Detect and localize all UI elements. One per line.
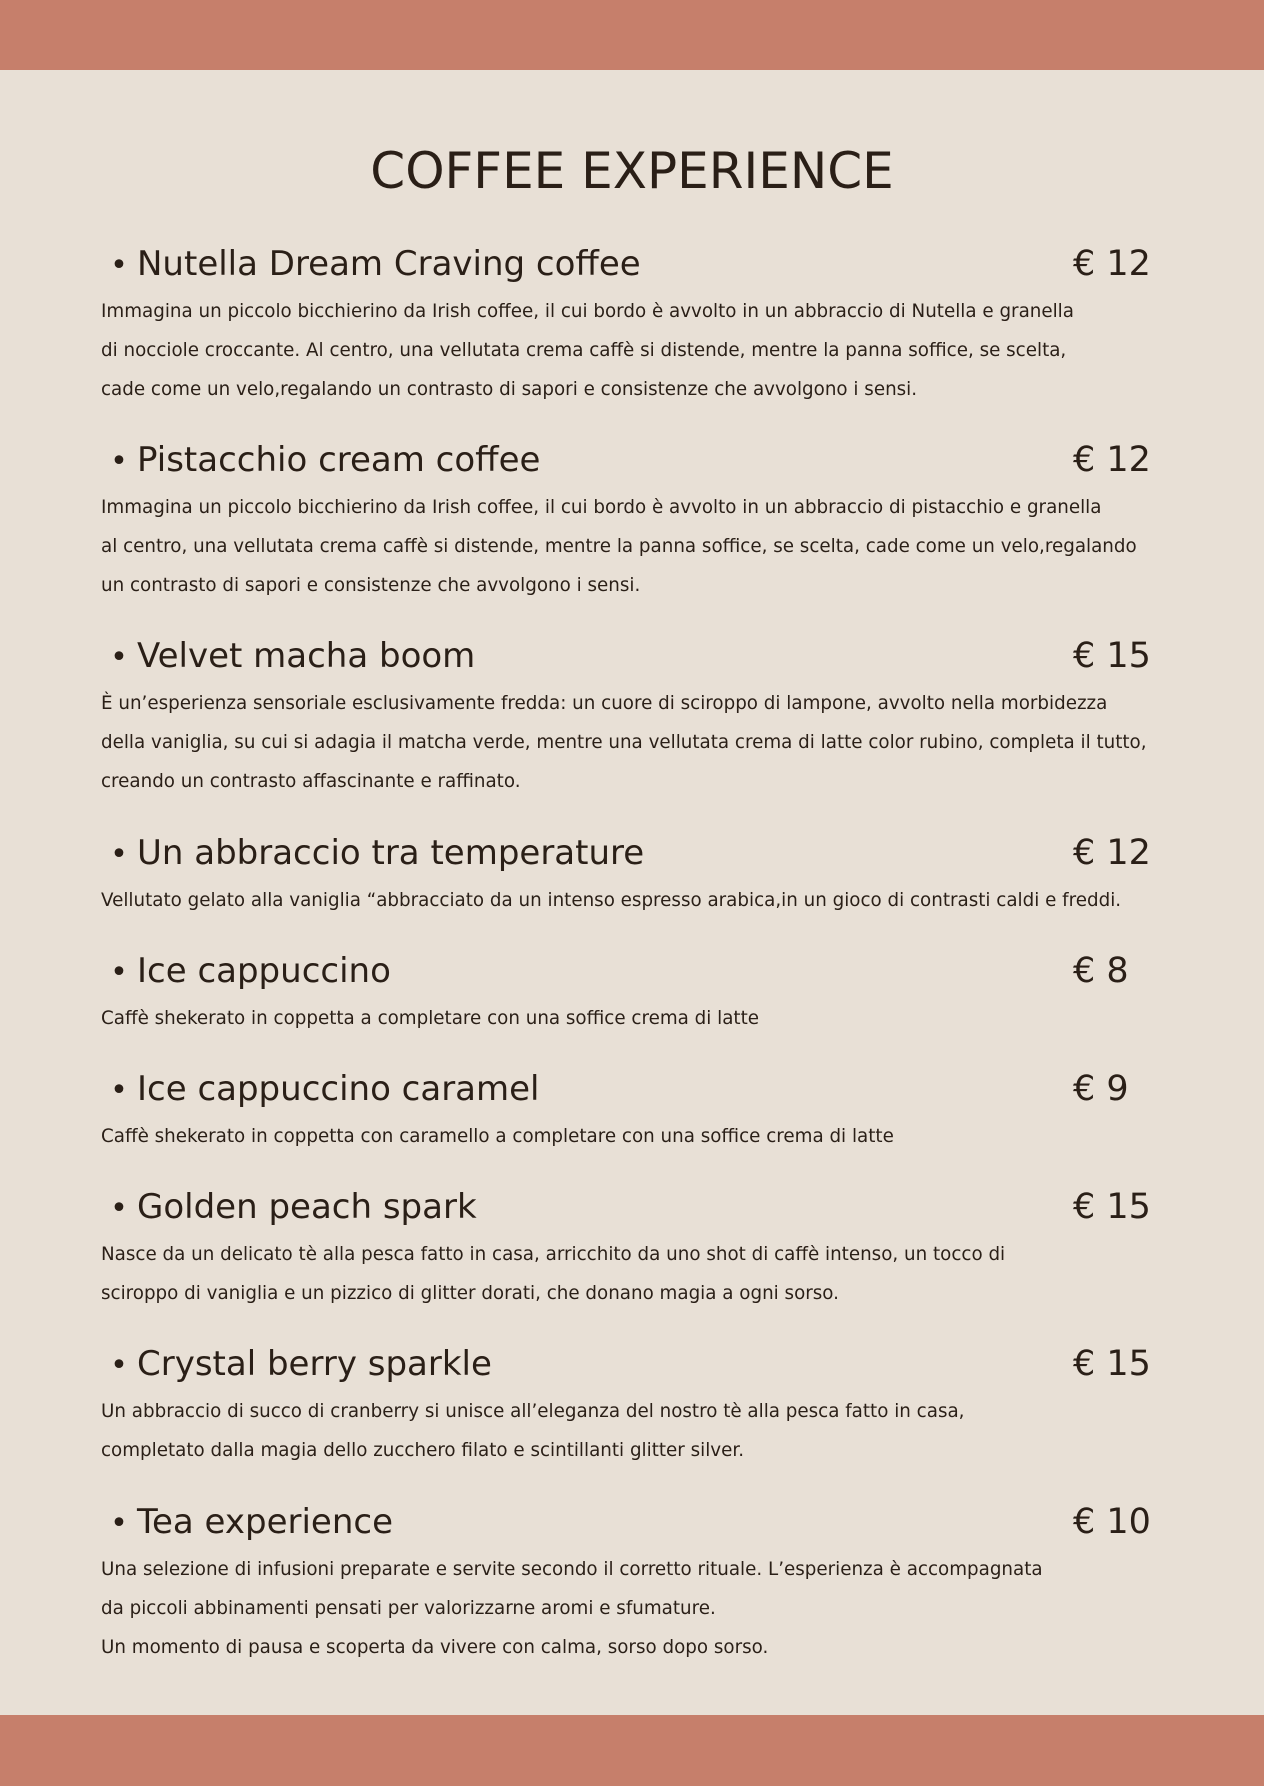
menu-item-description: [101, 1392, 1141, 1470]
menu-item-price: € 15: [1073, 1344, 1151, 1384]
menu-item-name-text: Nutella Dream Craving coffee: [137, 244, 641, 284]
menu-item-header: [101, 827, 1151, 879]
menu-item-name: [101, 238, 641, 292]
bullet-icon: •: [110, 837, 128, 872]
bullet-icon: •: [110, 955, 128, 990]
menu-item-header: [101, 434, 1151, 486]
menu-item: [101, 1496, 1151, 1667]
description-line: Caffè shekerato in coppetta con caramello a completare con una soffice crema di latte: [101, 1126, 894, 1147]
menu-item-description: [101, 1235, 1141, 1313]
menu-item-name-text: Crystal berry sparkle: [137, 1344, 492, 1384]
menu-item-name: [101, 1181, 477, 1235]
description-line: sciroppo di vaniglia e un pizzico di glitter dorati, che donano magia a ogni sorso.: [101, 1283, 839, 1304]
menu-item-header: [101, 238, 1151, 290]
menu-item: [101, 238, 1151, 409]
description-line: creando un contrasto affascinante e raffinato.: [101, 771, 521, 792]
menu-item: [101, 1063, 1141, 1156]
menu-item-name: [101, 1338, 492, 1392]
menu-item: [101, 945, 1141, 1038]
description-line: un contrasto di sapori e consistenze che avvolgono i sensi.: [101, 575, 641, 596]
bottom-band: [0, 1715, 1264, 1786]
description-line: Immagina un piccolo bicchierino da Irish coffee, il cui bordo è avvolto in un abbraccio di pistacchio e granella: [101, 497, 1102, 518]
menu-item-name-text: Pistacchio cream coffee: [137, 440, 541, 480]
bullet-icon: •: [110, 1191, 128, 1226]
menu-item: [101, 630, 1151, 801]
top-band: [0, 0, 1264, 70]
menu-item-price: € 12: [1073, 244, 1151, 284]
menu-item-name-text: Un abbraccio tra temperature: [137, 833, 645, 873]
menu-item-name: [101, 434, 540, 488]
menu-item-description: [101, 1550, 1141, 1667]
menu-item-price: € 8: [1073, 951, 1129, 991]
menu-item-name: [101, 1063, 540, 1117]
menu-item-name-text: Velvet macha boom: [137, 636, 476, 676]
menu-title: COFFEE EXPERIENCE: [370, 142, 894, 200]
menu-item-description: [101, 881, 1141, 920]
menu-item-price: € 15: [1073, 1187, 1151, 1227]
description-line: Caffè shekerato in coppetta a completare con una soffice crema di latte: [101, 1008, 759, 1029]
menu-item: [101, 1181, 1151, 1313]
menu-item: [101, 1338, 1151, 1470]
menu-item: [101, 434, 1151, 605]
menu-item-name: [101, 1496, 393, 1550]
description-line: Un abbraccio di succo di cranberry si unisce all’eleganza del nostro tè alla pesca fatto in casa,: [101, 1401, 965, 1422]
bullet-icon: •: [110, 444, 128, 479]
description-line: di nocciole croccante. Al centro, una vellutata crema caffè si distende, mentre la panna soffice, se scelta,: [101, 340, 1067, 361]
description-line: Nasce da un delicato tè alla pesca fatto in casa, arricchito da uno shot di caffè intenso, un tocco di: [101, 1244, 1006, 1265]
description-line: È un’esperienza sensoriale esclusivamente fredda: un cuore di sciroppo di lampone, avvolto nella morbidezza: [101, 693, 1108, 714]
menu-item-header: [101, 1181, 1151, 1233]
menu-item-header: [101, 1338, 1151, 1390]
bullet-icon: •: [110, 640, 128, 675]
menu-item-description: [101, 684, 1147, 801]
menu-item-name-text: Ice cappuccino: [137, 951, 391, 991]
description-line: Vellutato gelato alla vaniglia “abbracciato da un intenso espresso arabica,in un gioco di contrasti caldi e freddi.: [101, 890, 1122, 911]
menu-item-name: [101, 827, 644, 881]
description-line: della vaniglia, su cui si adagia il matcha verde, mentre una vellutata crema di latte color rubino, completa il tutto,: [101, 732, 1147, 753]
menu-item-name-text: Ice cappuccino caramel: [137, 1069, 540, 1109]
description-line: Un momento di pausa e scoperta da vivere con calma, sorso dopo sorso.: [101, 1637, 769, 1658]
menu-item-price: € 12: [1073, 833, 1151, 873]
menu-item-name: [101, 630, 475, 684]
description-line: da piccoli abbinamenti pensati per valorizzarne aromi e sfumature.: [101, 1598, 716, 1619]
menu-item-header: [101, 1496, 1151, 1548]
menu-item-description: [101, 292, 1141, 409]
menu-item-price: € 12: [1073, 440, 1151, 480]
bullet-icon: •: [110, 1073, 128, 1108]
description-line: al centro, una vellutata crema caffè si distende, mentre la panna soffice, se scelta, cade come un velo,regalando: [101, 536, 1137, 557]
bullet-icon: •: [110, 1348, 128, 1383]
bullet-icon: •: [110, 248, 128, 283]
menu-item-name-text: Golden peach spark: [137, 1187, 477, 1227]
menu-item-description: [101, 1117, 1141, 1156]
description-line: Una selezione di infusioni preparate e servite secondo il corretto rituale. L’esperienza è accompagnata: [101, 1559, 1043, 1580]
description-line: cade come un velo,regalando un contrasto di sapori e consistenze che avvolgono i sensi.: [101, 379, 918, 400]
menu-item-name-text: Tea experience: [137, 1502, 393, 1542]
menu-item-header: [101, 1063, 1141, 1115]
menu-item-price: € 10: [1073, 1502, 1151, 1542]
menu-item-price: € 9: [1073, 1069, 1129, 1109]
menu-item-description: [101, 488, 1141, 605]
description-line: completato dalla magia dello zucchero filato e scintillanti glitter silver.: [101, 1440, 745, 1461]
menu-item-description: [101, 999, 1141, 1038]
bullet-icon: •: [110, 1506, 128, 1541]
menu-item: [101, 827, 1151, 920]
menu-item-price: € 15: [1073, 636, 1151, 676]
description-line: Immagina un piccolo bicchierino da Irish coffee, il cui bordo è avvolto in un abbraccio di Nutella e granella: [101, 301, 1074, 322]
menu-item-header: [101, 630, 1151, 682]
menu-item-name: [101, 945, 391, 999]
menu-item-header: [101, 945, 1141, 997]
